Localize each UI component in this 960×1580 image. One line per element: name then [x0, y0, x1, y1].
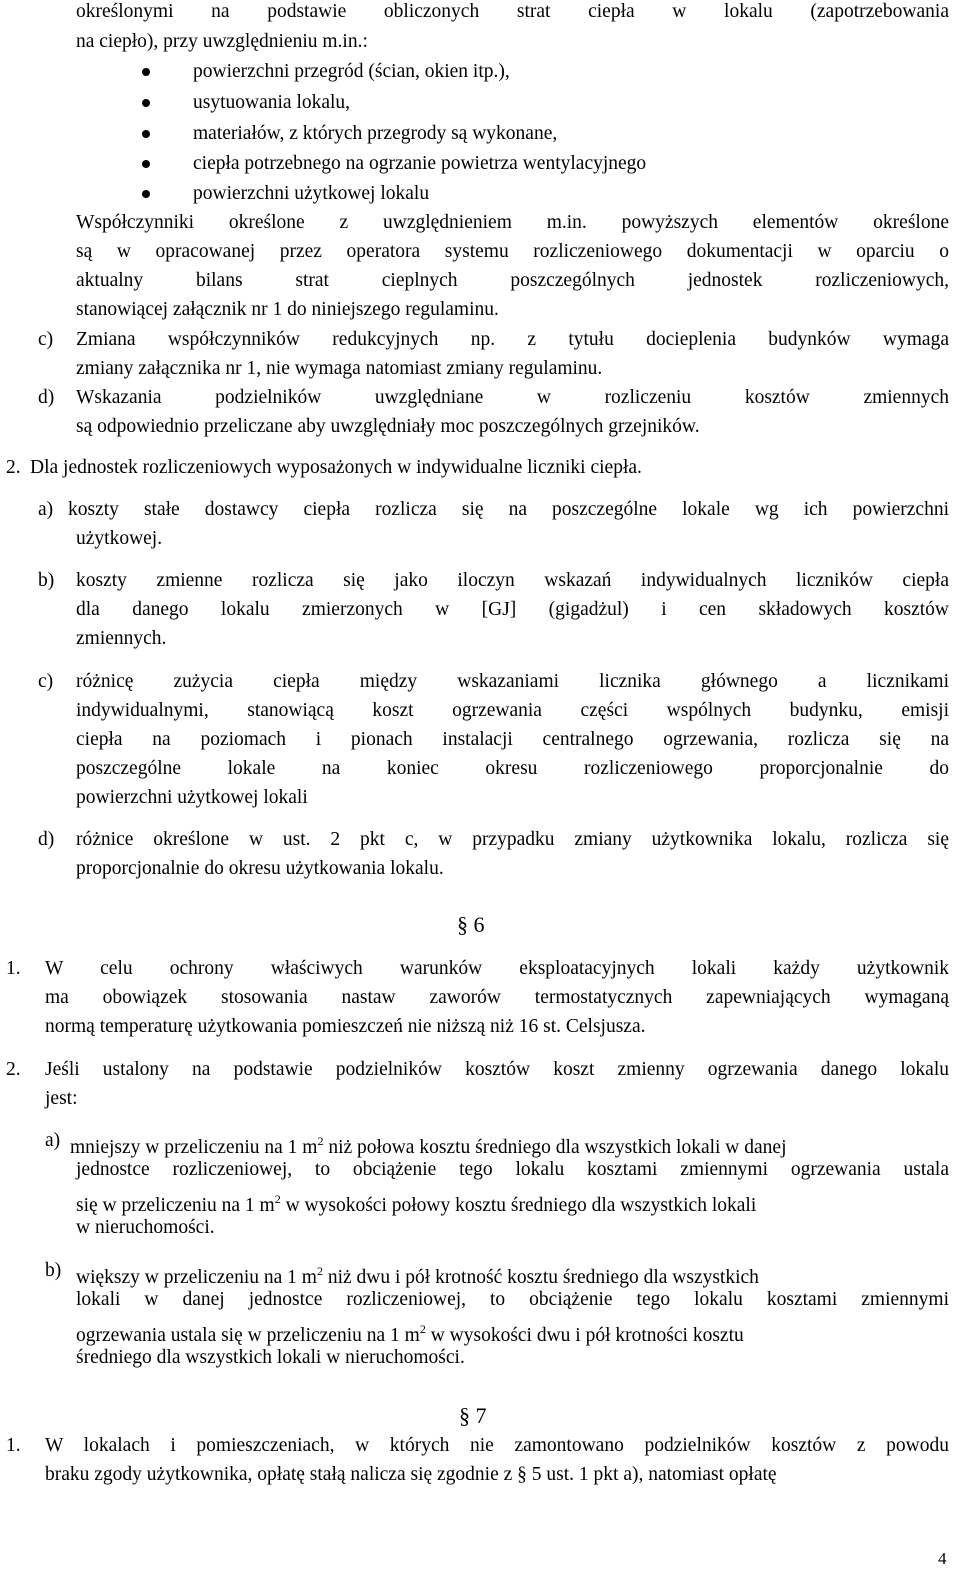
point-heading: Dla jednostek rozliczeniowych wyposażonych w indywidualne liczniki ciepła.: [30, 457, 642, 478]
text-line: zmiennych.: [76, 628, 167, 649]
text-line: różnice określone w ust. 2 pkt c, w przypadku zmiany użytkownika lokalu, rozlicza się: [76, 829, 949, 850]
text-line: [70, 1129, 949, 1160]
text-line: zmiany załącznika nr 1, nie wymaga natomiast zmiany regulaminu.: [76, 358, 603, 379]
text-line: się w przeliczeniu na 1 $m^2$ w wysokości połowy kosztu średniego dla wszystkich lokali: [76, 1192, 757, 1216]
text-line: różnicę zużycia ciepła między wskazaniami licznika głównego a licznikami: [76, 671, 949, 692]
item-label: b): [45, 1260, 62, 1281]
text-line: W celu ochrony właściwych warunków eksploatacyjnych lokali każdy użytkownik: [45, 958, 949, 979]
text-line: aktualny bilans strat cieplnych poszczególnych jednostek rozliczeniowych,: [76, 270, 949, 291]
item-label: a): [38, 499, 54, 520]
list-item: usytuowania lokalu,: [193, 92, 351, 113]
text-line: koszty stałe dostawcy ciepła rozlicza się na poszczególne lokale wg ich powierzchni: [68, 499, 949, 520]
list-item: powierzchni przegród (ścian, okien itp.),: [193, 61, 510, 82]
bullet-icon: [142, 130, 150, 138]
text-line: indywidualnymi, stanowiącą koszt ogrzewania części wspólnych budynku, emisji: [76, 700, 949, 721]
text-line: Współczynniki określone z uwzględnieniem m.in. powyższych elementów określone: [76, 212, 949, 233]
point-number: 2.: [6, 1059, 21, 1080]
bullet-icon: [142, 68, 150, 76]
text-line: ciepła na poziomach i pionach instalacji centralnego ogrzewania, rozlicza się na: [76, 729, 949, 750]
text-line: powierzchni użytkowej lokali: [76, 787, 308, 808]
text-line: jest:: [45, 1088, 78, 1109]
bullet-icon: [142, 99, 150, 107]
point-number: 1.: [6, 1435, 21, 1456]
item-label: c): [38, 671, 54, 692]
list-item: powierzchni użytkowej lokalu: [193, 183, 430, 204]
text-line: są odpowiednio przeliczane aby uwzględniały moc poszczególnych grzejników.: [76, 416, 700, 437]
text-line: są w opracowanej przez operatora systemu rozliczeniowego dokumentacji w oparciu o: [76, 241, 949, 262]
text-line: W lokalach i pomieszczeniach, w których nie zamontowano podzielników kosztów z powodu: [45, 1435, 949, 1456]
text-line: określonymi na podstawie obliczonych strat ciepła w lokalu (zapotrzebowania: [76, 1, 949, 22]
text-line: braku zgody użytkownika, opłatę stałą nalicza się zgodnie z § 5 ust. 1 pkt a), natomiast opłatę: [45, 1464, 777, 1485]
text-line: większy w przeliczeniu na 1 $m^2$ niż dwu i pół krotność kosztu średniego dla wszystkich: [76, 1264, 759, 1288]
text-line: poszczególne lokale na koniec okresu rozliczeniowego proporcjonalnie do: [76, 758, 949, 779]
superscript: 2: [274, 1192, 281, 1206]
item-label: d): [38, 829, 55, 850]
point-number: 1.: [6, 958, 21, 979]
text-line: ma obowiązek stosowania nastaw zaworów termostatycznych zapewniających wymaganą: [45, 987, 949, 1008]
text-line: Jeśli ustalony na podstawie podzielników kosztów koszt zmienny ogrzewania danego lokalu: [45, 1059, 949, 1080]
superscript: 2: [316, 1264, 323, 1278]
item-label: b): [38, 570, 55, 591]
list-item: ciepła potrzebnego na ogrzanie powietrza wentylacyjnego: [193, 153, 647, 174]
section-heading: § 6: [457, 912, 485, 937]
text-line: Wskazania podzielników uwzględniane w rozliczeniu kosztów zmiennych: [76, 387, 949, 408]
bullet-icon: [142, 160, 150, 168]
text-line: średniego dla wszystkich lokali w nieruchomości.: [76, 1347, 465, 1368]
text-line: Zmiana współczynników redukcyjnych np. z tytułu docieplenia budynków wymaga: [76, 329, 949, 350]
text-line: koszty zmienne rozlicza się jako iloczyn wskazań indywidualnych liczników ciepła: [76, 570, 949, 591]
text-line: lokali w danej jednostce rozliczeniowej, to obciążenie tego lokalu kosztami zmiennymi: [76, 1289, 949, 1310]
text-line: normą temperaturę użytkowania pomieszczeń nie niższą niż 16 st. Celsjusza.: [45, 1016, 646, 1037]
text-span: mniejszy w przeliczeniu na 1 $m^2$ niż połowa kosztu średniego dla wszystkich lokali w danej: [70, 1134, 787, 1158]
text-line: stanowiącej załącznik nr 1 do niniejszego regulaminu.: [76, 299, 499, 320]
superscript: 2: [419, 1322, 426, 1336]
page-number: 4: [938, 1549, 947, 1568]
text-line: dla danego lokalu zmierzonych w [GJ] (gigadżul) i cen składowych kosztów: [76, 599, 949, 620]
list-item: materiałów, z których przegrody są wykonane,: [193, 123, 558, 144]
text-line: jednostce rozliczeniowej, to obciążenie tego lokalu kosztami zmiennymi ogrzewania ustala: [76, 1159, 949, 1180]
item-label: a): [45, 1130, 61, 1151]
item-label: c): [38, 329, 54, 350]
item-label: d): [38, 387, 55, 408]
superscript: 2: [317, 1134, 324, 1148]
text-line: ogrzewania ustala się w przeliczeniu na 1 $m^2$ w wysokości dwu i pół krotności kosztu: [76, 1322, 744, 1346]
point-number: 2.: [6, 457, 21, 478]
text-line: użytkowej.: [76, 528, 163, 549]
section-heading: § 7: [459, 1403, 487, 1428]
text-line: proporcjonalnie do okresu użytkowania lokalu.: [76, 858, 444, 879]
bullet-icon: [142, 190, 150, 198]
text-line: w nieruchomości.: [76, 1217, 215, 1238]
text-line: na ciepło), przy uwzględnieniu m.in.:: [76, 31, 368, 52]
